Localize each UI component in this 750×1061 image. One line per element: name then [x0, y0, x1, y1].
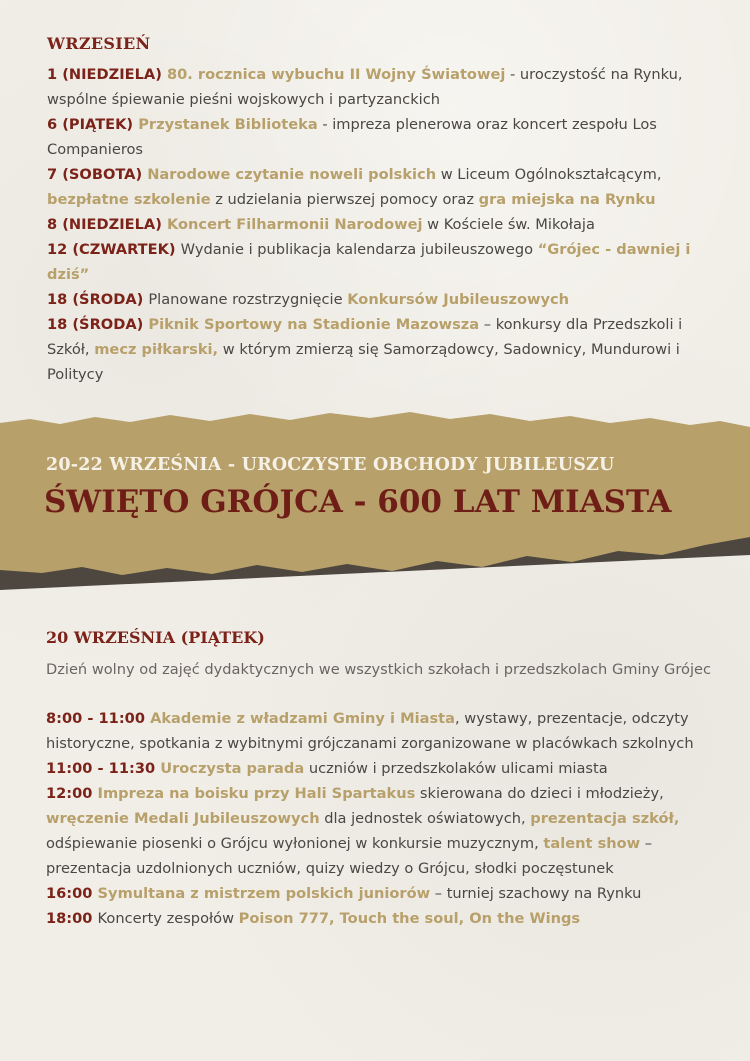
event-text: – konkursy dla Przedszkoli i Szkół, — [47, 316, 683, 358]
event-highlight: Akademie z władzami Gminy i Miasta — [150, 710, 455, 727]
event-date: 18 (ŚRODA) — [47, 316, 149, 333]
event-highlight: mecz piłkarski, — [94, 341, 219, 358]
event-highlight: bezpłatne szkolenie — [47, 191, 211, 208]
event-highlight: Piknik Sportowy na Stadionie Mazowsza — [148, 316, 480, 333]
event-date: 12:00 — [46, 785, 98, 802]
banner-title: ŚWIĘTO GRÓJCA - 600 LAT MIASTA — [44, 484, 672, 520]
event-text: - impreza plenerowa oraz koncert zespołu Los Companieros — [47, 116, 657, 158]
event-item — [47, 212, 727, 237]
event-date: 11:00 - 11:30 — [46, 760, 161, 777]
september-event-list — [47, 62, 727, 387]
banner-subtitle: 20-22 WRZEŚNIA - UROCZYSTE OBCHODY JUBILEUSZU — [46, 455, 615, 475]
event-date: 7 (SOBOTA) — [47, 166, 148, 183]
event-text: skierowana do dzieci i młodzieży, — [415, 785, 664, 802]
event-highlight: Symultana z mistrzem polskich juniorów — [97, 885, 431, 902]
event-highlight: Koncert Filharmonii Narodowej — [166, 216, 423, 233]
event-item — [46, 906, 736, 931]
event-text: odśpiewanie piosenki o Grójcu wyłonionej w konkursie muzycznym, — [46, 835, 544, 852]
event-item — [46, 706, 736, 756]
event-date: 12 (CZWARTEK) — [47, 241, 181, 258]
event-highlight: Impreza na boisku przy Hali Spartakus — [97, 785, 416, 802]
september-section — [47, 34, 727, 387]
event-highlight: wręczenie Medali Jubileuszowych — [46, 810, 320, 827]
event-date: 8:00 - 11:00 — [46, 710, 151, 727]
event-highlight: “Grójec - dawniej i dziś” — [47, 241, 691, 283]
event-highlight: Narodowe czytanie noweli polskich — [147, 166, 437, 183]
event-highlight: gra miejska na Rynku — [478, 191, 656, 208]
event-text: Planowane rozstrzygnięcie — [148, 291, 348, 308]
event-text: Wydanie i publikacja kalendarza jubileuszowego — [180, 241, 538, 258]
event-item — [47, 287, 727, 312]
day-heading: 20 WRZEŚNIA (PIĄTEK) — [46, 628, 265, 647]
event-text: - uroczystość na Rynku, wspólne śpiewanie pieśni wojskowych i partyzanckich — [47, 66, 683, 108]
event-text: w którym zmierzą się Samorządowcy, Sadownicy, Mundurowi i Politycy — [47, 341, 680, 383]
day-20-event-list — [46, 706, 736, 931]
event-text: – prezentacja uzdolnionych uczniów, quizy wiedzy o Grójcu, słodki poczęstunek — [46, 835, 653, 877]
spacer — [46, 682, 736, 706]
event-highlight: Konkursów Jubileuszowych — [347, 291, 570, 308]
event-highlight: Uroczysta parada — [160, 760, 305, 777]
event-text: dla jednostek oświatowych, — [319, 810, 531, 827]
event-date: 18 (ŚRODA) — [47, 291, 149, 308]
event-text: w Liceum Ogólnokształcącym, — [436, 166, 662, 183]
event-item — [47, 312, 727, 387]
day-intro: Dzień wolny od zajęć dydaktycznych we wszystkich szkołach i przedszkolach Gminy Grójec — [46, 661, 712, 678]
event-date: 16:00 — [46, 885, 98, 902]
day-20-section — [46, 628, 736, 931]
event-item — [46, 781, 736, 881]
event-text: – turniej szachowy na Rynku — [430, 885, 642, 902]
event-highlight: prezentacja szkół, — [530, 810, 680, 827]
month-heading: WRZESIEŃ — [47, 34, 151, 53]
event-date: 8 (NIEDZIELA) — [47, 216, 167, 233]
event-date: 1 (NIEDZIELA) — [47, 66, 167, 83]
event-highlight: Przystanek Biblioteka — [138, 116, 318, 133]
event-item — [46, 881, 736, 906]
event-highlight: 80. rocznica wybuchu II Wojny Światowej — [166, 66, 506, 83]
event-text: w Kościele św. Mikołaja — [422, 216, 595, 233]
event-text: z udzielania pierwszej pomocy oraz — [210, 191, 479, 208]
event-item — [47, 162, 727, 212]
event-text: Koncerty zespołów — [97, 910, 239, 927]
event-item — [47, 237, 727, 287]
event-item — [46, 756, 736, 781]
event-date: 18:00 — [46, 910, 98, 927]
event-text: uczniów i przedszkolaków ulicami miasta — [304, 760, 608, 777]
event-item — [47, 62, 727, 112]
event-date: 6 (PIĄTEK) — [47, 116, 139, 133]
event-text: , wystawy, prezentacje, odczyty historyczne, spotkania z wybitnymi grójczanami zorganizowane w placówkach szkolnych — [46, 710, 694, 752]
event-highlight: Poison 777, Touch the soul, On the Wings — [238, 910, 581, 927]
event-item — [47, 112, 727, 162]
event-highlight: talent show — [543, 835, 641, 852]
